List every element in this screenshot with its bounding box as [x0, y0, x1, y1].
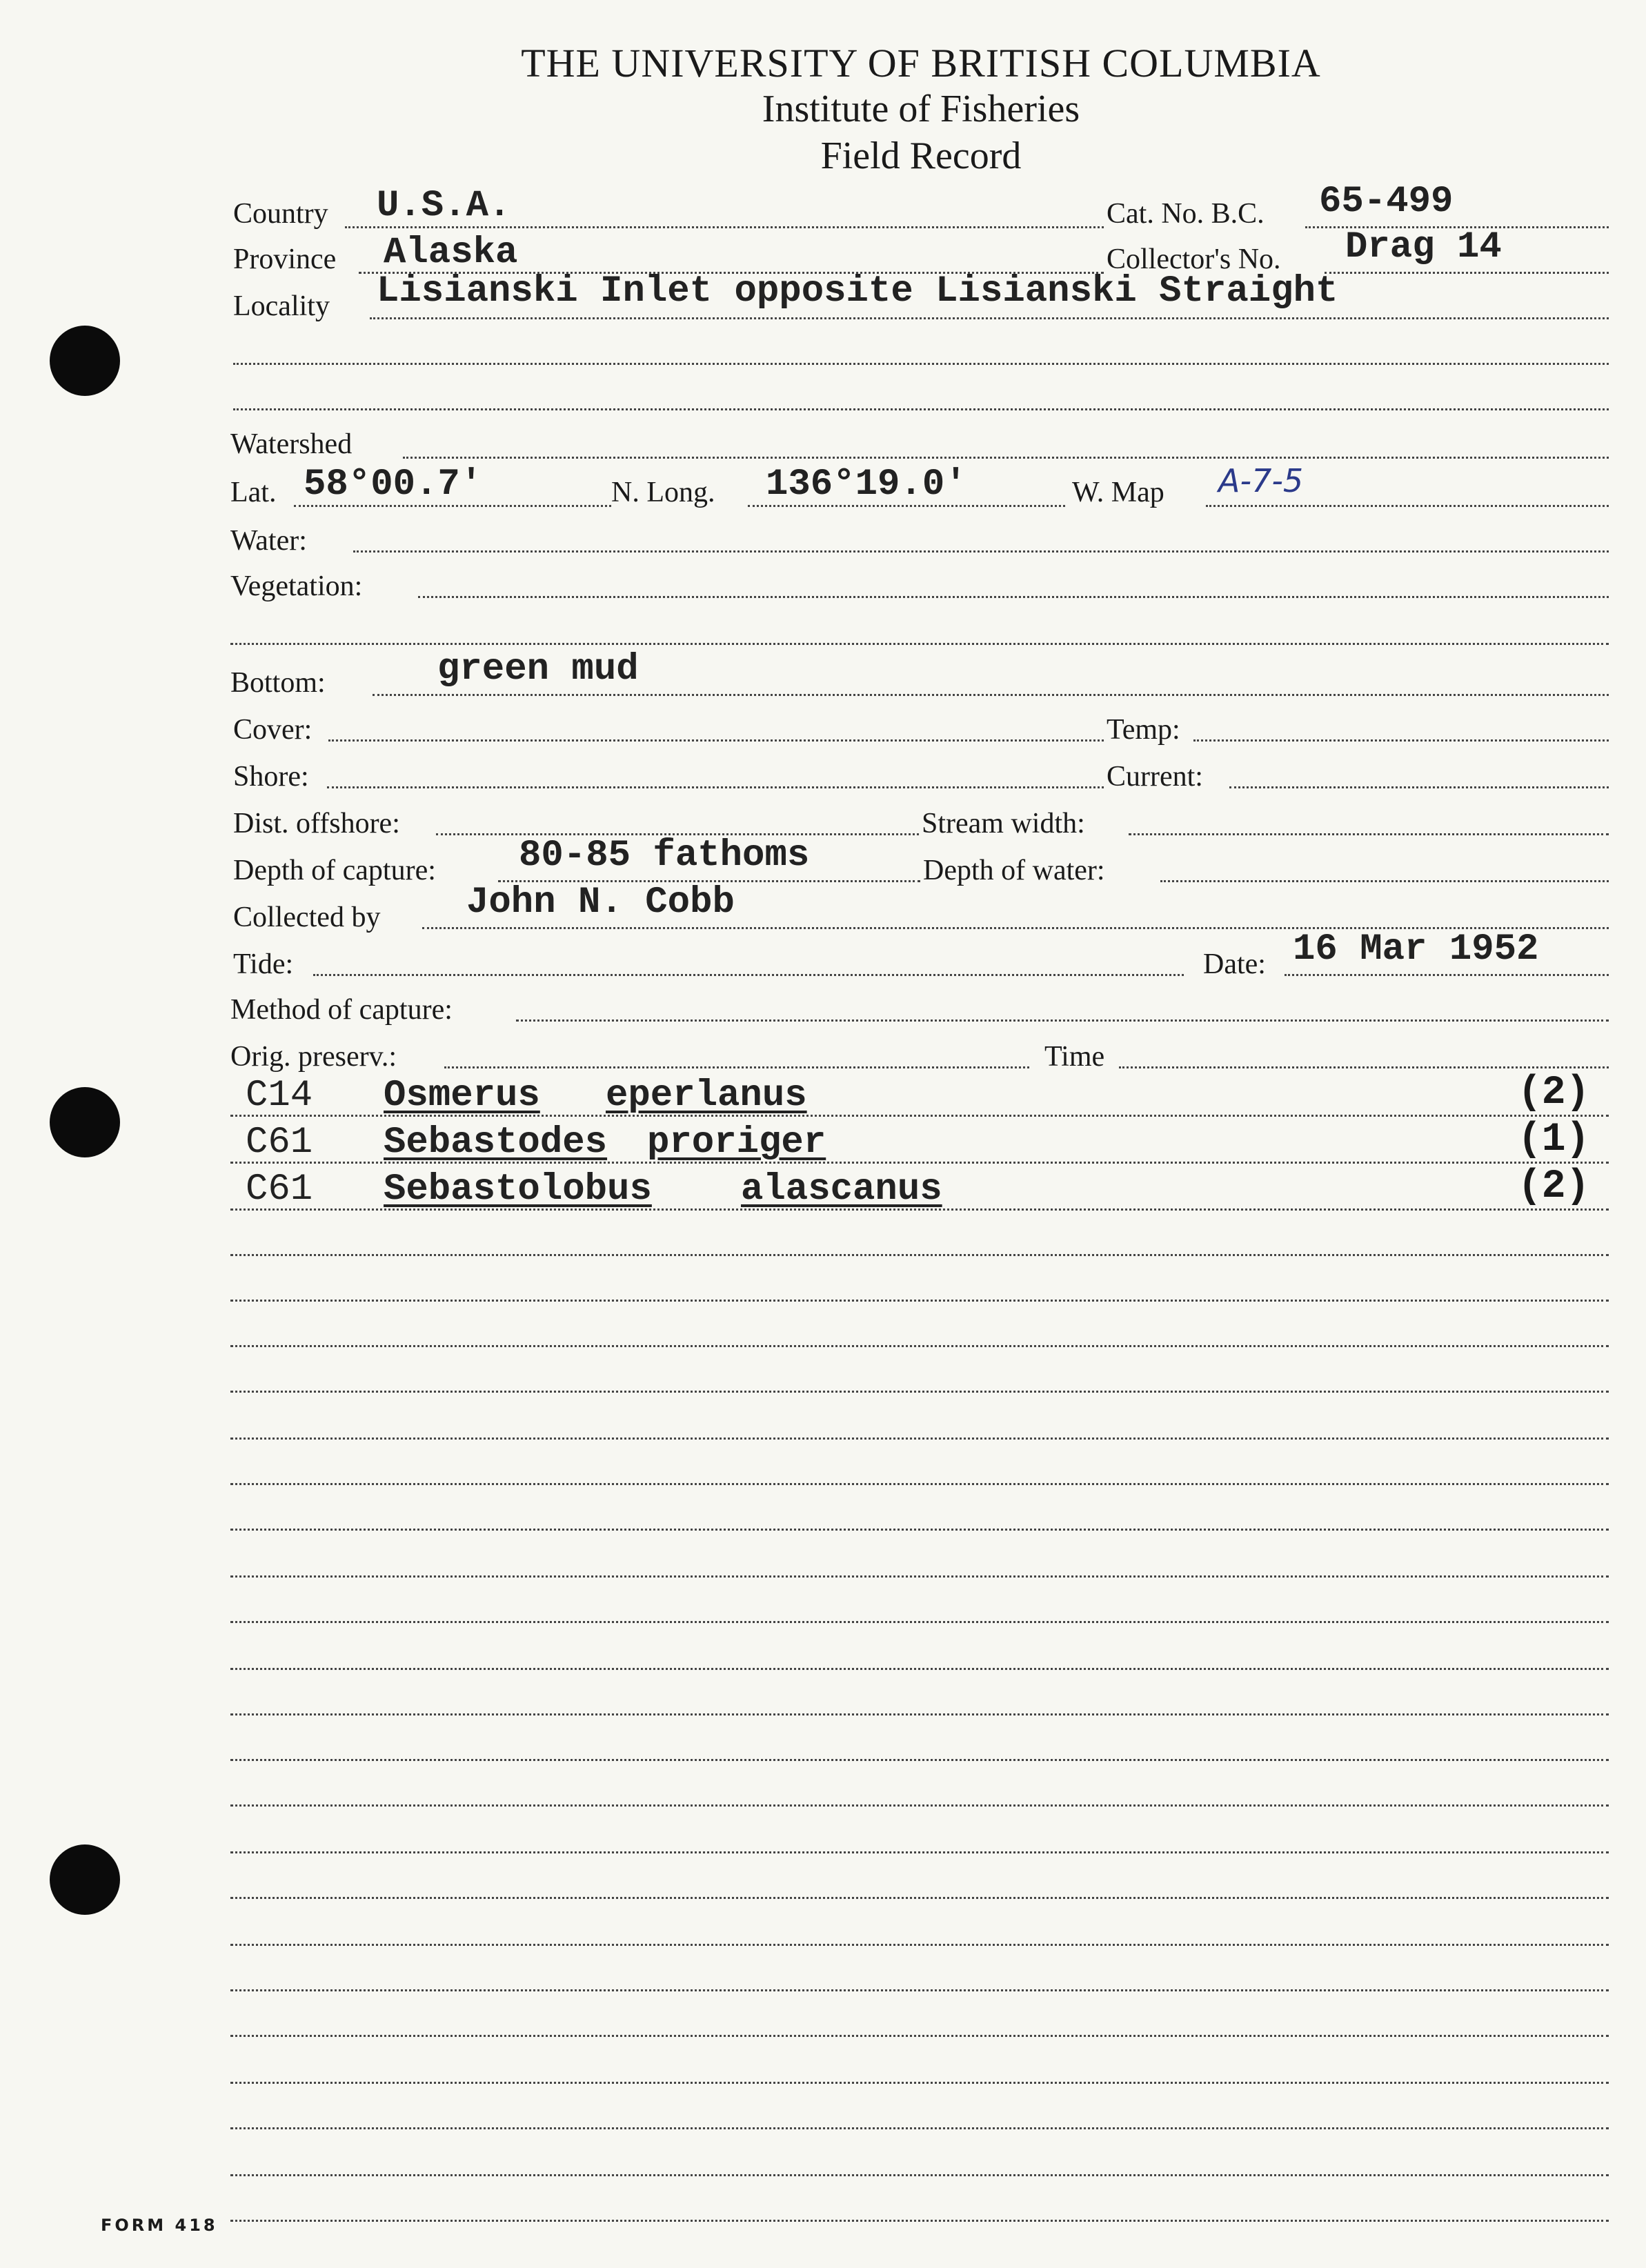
- specimen-species: alascanus: [741, 1168, 942, 1211]
- specimen-line: [230, 1115, 1609, 1117]
- orig-preserv-line: [444, 1066, 1029, 1068]
- blank-line: [230, 1804, 1609, 1807]
- blank-line: [230, 1575, 1609, 1578]
- vegetation-label: Vegetation:: [230, 570, 363, 602]
- current-label: Current:: [1107, 761, 1203, 793]
- specimen-species: eperlanus: [606, 1075, 807, 1117]
- blank-line: [230, 2174, 1609, 2176]
- punch-hole-top: [50, 326, 120, 396]
- specimen-count: (2): [1518, 1071, 1590, 1115]
- collectors-no-label: Collector's No.: [1107, 243, 1281, 275]
- shore-line: [327, 786, 1104, 788]
- blank-line: [230, 1668, 1609, 1670]
- province-value: Alaska: [384, 232, 518, 274]
- temp-label: Temp:: [1107, 714, 1180, 746]
- specimen-genus: Sebastodes: [384, 1122, 608, 1164]
- locality-value: Lisianski Inlet opposite Lisianski Straight: [377, 270, 1338, 312]
- blank-line: [230, 1254, 1609, 1256]
- tide-line: [313, 974, 1184, 976]
- collectors-no-value: Drag 14: [1345, 226, 1502, 268]
- date-label: Date:: [1203, 948, 1266, 980]
- locality-line-3: [233, 408, 1609, 410]
- cover-label: Cover:: [233, 714, 313, 746]
- collectors-no-line: [1325, 272, 1609, 274]
- vegetation-line: [418, 596, 1609, 598]
- locality-label: Locality: [233, 290, 330, 322]
- specimen-genus: Sebastolobus: [384, 1168, 652, 1211]
- map-value: A-7-5: [1218, 462, 1304, 499]
- depth-capture-value: 80-85 fathoms: [519, 835, 810, 877]
- current-line: [1229, 786, 1609, 788]
- specimen-species: proriger: [647, 1122, 826, 1164]
- blank-line: [230, 1989, 1609, 1991]
- country-label: Country: [233, 198, 328, 230]
- stream-width-label: Stream width:: [922, 808, 1085, 839]
- lat-value: 58°00.7': [304, 464, 483, 506]
- blank-line: [230, 1529, 1609, 1531]
- field-record-title: Field Record: [820, 135, 1022, 177]
- blank-line: [230, 1897, 1609, 1899]
- country-value: U.S.A.: [377, 185, 511, 227]
- specimen-line: [230, 1162, 1609, 1164]
- collected-by-value: John N. Cobb: [466, 882, 735, 924]
- watershed-line: [403, 457, 1609, 459]
- specimen-count: (2): [1518, 1164, 1590, 1209]
- method-line: [516, 1019, 1609, 1022]
- blank-line: [230, 1944, 1609, 1946]
- blank-line: [230, 1483, 1609, 1485]
- n-long-label: N. Long.: [611, 477, 715, 508]
- punch-hole-middle: [50, 1087, 120, 1157]
- cat-no-value: 65-499: [1319, 181, 1454, 223]
- watershed-label: Watershed: [230, 428, 353, 460]
- bottom-label: Bottom:: [230, 667, 326, 699]
- bottom-line: [373, 694, 1609, 696]
- dist-offshore-label: Dist. offshore:: [233, 808, 400, 839]
- collected-by-label: Collected by: [233, 902, 381, 933]
- blank-line: [230, 1713, 1609, 1715]
- date-line: [1285, 974, 1609, 976]
- specimen-code: C14: [246, 1075, 313, 1117]
- map-line: [1206, 505, 1609, 507]
- blank-line: [230, 2220, 1609, 2222]
- time-line: [1119, 1066, 1609, 1068]
- institute-title: Institute of Fisheries: [762, 88, 1080, 130]
- locality-line-2: [233, 363, 1609, 365]
- water-line: [353, 550, 1609, 553]
- specimen-genus: Osmerus: [384, 1075, 540, 1117]
- blank-line: [230, 2127, 1609, 2129]
- blank-line: [230, 2082, 1609, 2084]
- blank-line: [230, 1851, 1609, 1853]
- tide-label: Tide:: [233, 948, 294, 980]
- specimen-line: [230, 1208, 1609, 1211]
- cat-no-label: Cat. No. B.C.: [1107, 198, 1265, 230]
- depth-water-label: Depth of water:: [923, 855, 1105, 886]
- blank-line: [230, 1391, 1609, 1393]
- depth-water-line: [1160, 880, 1609, 882]
- water-label: Water:: [230, 525, 307, 557]
- blank-line: [230, 1345, 1609, 1347]
- method-label: Method of capture:: [230, 994, 453, 1026]
- shore-label: Shore:: [233, 761, 309, 793]
- cover-line: [328, 739, 1104, 742]
- time-label: Time: [1044, 1041, 1105, 1073]
- locality-line: [370, 317, 1609, 319]
- form-number: FORM 418: [101, 2216, 218, 2235]
- blank-line: [230, 1300, 1609, 1302]
- specimen-code: C61: [246, 1122, 313, 1164]
- specimen-code: C61: [246, 1168, 313, 1211]
- depth-capture-label: Depth of capture:: [233, 855, 436, 886]
- stream-width-line: [1129, 833, 1609, 835]
- date-value: 16 Mar 1952: [1293, 928, 1539, 971]
- vegetation-line-2: [230, 643, 1609, 645]
- lat-label: Lat.: [230, 477, 277, 508]
- long-value: 136°19.0': [766, 464, 967, 506]
- province-label: Province: [233, 243, 337, 275]
- blank-line: [230, 1621, 1609, 1623]
- blank-line: [230, 2035, 1609, 2037]
- bottom-value: green mud: [437, 648, 639, 690]
- punch-hole-bottom: [50, 1844, 120, 1915]
- temp-line: [1193, 739, 1609, 742]
- university-title: THE UNIVERSITY OF BRITISH COLUMBIA: [521, 41, 1321, 86]
- blank-line: [230, 1438, 1609, 1440]
- w-map-label: W. Map: [1072, 477, 1164, 508]
- blank-line: [230, 1759, 1609, 1761]
- orig-preserv-label: Orig. preserv.:: [230, 1041, 397, 1073]
- specimen-count: (1): [1518, 1117, 1590, 1162]
